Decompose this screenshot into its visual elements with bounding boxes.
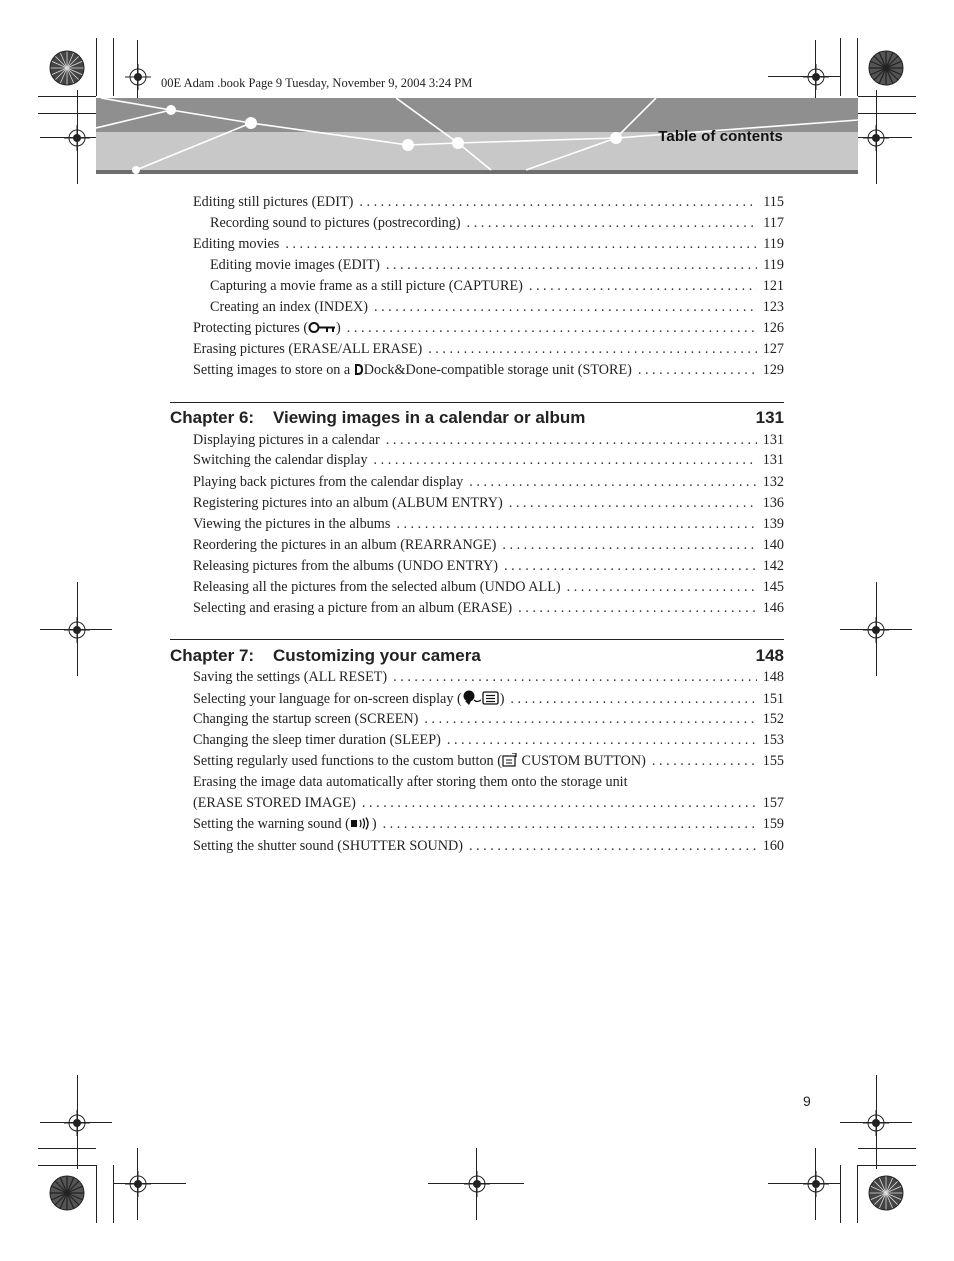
chapter-7-heading[interactable] [170, 646, 784, 666]
leader-dots [509, 495, 757, 512]
crop-mark [137, 1148, 138, 1220]
toc-entry[interactable] [193, 558, 784, 579]
color-rosette-icon [49, 1175, 85, 1211]
crop-mark [858, 1148, 916, 1149]
toc-entry-title [193, 816, 383, 833]
crop-mark [858, 113, 916, 114]
chapter-6-heading[interactable] [170, 408, 784, 428]
leader-dots [393, 669, 757, 686]
toc-entry[interactable] [210, 257, 784, 278]
toc-entry-title-post: ) [336, 320, 341, 336]
toc-entry-page: 131 [762, 432, 784, 448]
toc-entry-page: 115 [763, 194, 784, 210]
toc-entry-page: 140 [762, 537, 784, 553]
toc-entry-title: Editing still pictures (EDIT) [193, 194, 354, 210]
crop-mark [40, 1122, 112, 1123]
crop-mark [815, 1148, 816, 1220]
toc-entry-title [193, 753, 652, 770]
leader-dots [510, 691, 756, 708]
crop-mark [768, 76, 840, 77]
crop-mark [38, 1165, 96, 1166]
leader-dots [347, 320, 757, 337]
toc-entry[interactable] [193, 236, 784, 257]
toc-entry-page: 123 [762, 299, 784, 315]
toc-entry[interactable] [193, 669, 784, 690]
toc-entry-title: Editing movie images (EDIT) [210, 257, 380, 273]
chapter-page: 131 [755, 408, 784, 427]
toc-entry-title-post: Dock&Done-compatible storage unit (STORE) [363, 362, 632, 378]
toc-entry-title: Releasing all the pictures from the selected album (UNDO ALL) [193, 579, 561, 595]
toc-entry-title: Playing back pictures from the calendar display [193, 474, 464, 490]
toc-entry-page: 145 [762, 579, 784, 595]
toc-entry-page: 159 [762, 816, 784, 832]
toc-entry[interactable] [193, 753, 784, 774]
toc-entry-title: Switching the calendar display [193, 452, 368, 468]
toc-entry-title: Reordering the pictures in an album (REARRANGE) [193, 537, 497, 553]
leader-dots [652, 753, 757, 770]
toc-entry[interactable] [193, 816, 784, 837]
toc-entry-page: 139 [762, 516, 784, 532]
speaker-icon [350, 817, 372, 830]
chapter-title: Customizing your camera [273, 646, 481, 665]
toc-entry-page: 119 [763, 236, 784, 252]
crop-mark [96, 1165, 97, 1223]
leader-dots [467, 215, 758, 232]
registration-mark-icon [125, 1171, 151, 1197]
dock-icon [354, 363, 364, 376]
leader-dots [383, 816, 757, 833]
crop-mark [96, 38, 97, 96]
toc-entry[interactable] [193, 432, 784, 453]
toc-entry-title: Creating an index (INDEX) [210, 299, 368, 315]
toc-entry[interactable] [193, 838, 784, 859]
leader-dots [396, 516, 756, 533]
page-number: 9 [803, 1093, 811, 1109]
toc-entry[interactable] [210, 278, 784, 299]
toc-entry[interactable] [193, 495, 784, 516]
toc-entry-title-pre: Protecting pictures ( [193, 320, 309, 336]
toc-entry[interactable] [193, 579, 784, 600]
chapter-page: 148 [755, 646, 784, 665]
toc-entry-title: Displaying pictures in a calendar [193, 432, 380, 448]
toc-entry-title-post: ) [499, 691, 505, 707]
toc-entry-page: 117 [763, 215, 784, 231]
leader-dots [469, 474, 756, 491]
toc-entry-title: Viewing the pictures in the albums [193, 516, 391, 532]
toc-entry-title: Registering pictures into an album (ALBUM ENTRY) [193, 495, 503, 511]
chapter-title: Viewing images in a calendar or album [273, 408, 586, 427]
leader-dots [424, 711, 756, 728]
toc-entry-title-pre: Setting regularly used functions to the custom button ( [193, 753, 502, 769]
crop-mark [38, 1148, 96, 1149]
toc-entry-title [193, 320, 347, 337]
toc-entry-page: 151 [762, 691, 784, 707]
key-icon [308, 321, 336, 334]
registration-mark-icon [803, 64, 829, 90]
toc-entry[interactable] [193, 732, 784, 753]
toc-entry-title: Capturing a movie frame as a still picture (CAPTURE) [210, 278, 523, 294]
toc-entry-page: 160 [762, 838, 784, 854]
toc-entry-title-post: CUSTOM BUTTON) [517, 753, 646, 769]
toc-entry-page: 157 [762, 795, 784, 811]
toc-entry[interactable] [210, 215, 784, 236]
toc-entry-page: 146 [762, 600, 784, 616]
leader-dots [386, 257, 757, 274]
crop-mark [768, 1183, 840, 1184]
toc-entry-page: 127 [762, 341, 784, 357]
toc-entry-page: 152 [762, 711, 784, 727]
crop-mark [77, 90, 78, 184]
registration-mark-icon [803, 1171, 829, 1197]
crop-mark [876, 90, 877, 184]
toc-entry-title: Changing the sleep timer duration (SLEEP) [193, 732, 441, 748]
leader-dots [518, 600, 757, 617]
chapter-divider [170, 402, 784, 403]
leader-dots [567, 579, 757, 596]
toc-entry-title [193, 362, 638, 379]
crop-mark [840, 38, 841, 96]
toc-entry[interactable] [193, 341, 784, 362]
custom-button-icon [502, 753, 518, 767]
chapter-number: Chapter 6: [170, 408, 255, 427]
toc-entry[interactable] [193, 516, 784, 537]
page-header-title: Table of contents [658, 128, 783, 145]
toc-entry-page: 131 [762, 452, 784, 468]
leader-dots [374, 299, 757, 316]
crop-mark [858, 96, 916, 97]
toc-entry-title: Editing movies [193, 236, 280, 252]
toc-entry-page: 136 [762, 495, 784, 511]
toc-entry[interactable] [193, 320, 784, 341]
toc-entry-title-post: ) [371, 816, 377, 832]
toc-entry-page: 142 [762, 558, 784, 574]
leader-dots [469, 838, 757, 855]
crop-mark [476, 1148, 477, 1220]
toc-entry[interactable] [193, 362, 784, 383]
leader-dots [428, 341, 757, 358]
leader-dots [447, 732, 757, 749]
toc-entry-page: 153 [762, 732, 784, 748]
toc-entry[interactable] [193, 600, 784, 621]
toc-entry-title: Recording sound to pictures (postrecording) [210, 215, 461, 231]
language-icon [462, 690, 500, 705]
toc-entry[interactable] [193, 774, 784, 795]
toc-entry-page: 148 [762, 669, 784, 685]
leader-dots [638, 362, 757, 379]
toc-entry-title: Changing the startup screen (SCREEN) [193, 711, 419, 727]
leader-dots [529, 278, 757, 295]
registration-mark-icon [125, 64, 151, 90]
toc-entry-title: Setting the shutter sound (SHUTTER SOUND) [193, 838, 463, 854]
crop-mark [77, 582, 78, 676]
toc-entry-title: (ERASE STORED IMAGE) [193, 795, 356, 811]
crop-mark [857, 1165, 858, 1223]
toc-entry-page: 126 [762, 320, 784, 336]
toc-entry[interactable] [193, 690, 784, 711]
crop-mark [40, 629, 112, 630]
toc-entry-title: Erasing pictures (ERASE/ALL ERASE) [193, 341, 423, 357]
crop-mark [876, 582, 877, 676]
toc-entry-title [193, 690, 510, 708]
crop-mark [38, 96, 96, 97]
toc-entry-title-pre: Setting images to store on a [193, 362, 354, 378]
toc-entry-page: 155 [762, 753, 784, 769]
crop-mark [114, 1183, 186, 1184]
leader-dots [362, 795, 757, 812]
toc-entry-title-pre: Selecting your language for on-screen display ( [193, 691, 462, 707]
color-rosette-icon [49, 50, 85, 86]
toc-entry-page: 132 [762, 474, 784, 490]
chapter-number: Chapter 7: [170, 646, 255, 665]
toc-entry-page: 121 [762, 278, 784, 294]
toc-entry-title: Saving the settings (ALL RESET) [193, 669, 388, 685]
toc-entry[interactable] [193, 795, 784, 816]
chapter-divider [170, 639, 784, 640]
toc-entry[interactable] [193, 537, 784, 558]
crop-mark [113, 1165, 114, 1223]
color-rosette-icon [868, 1175, 904, 1211]
color-rosette-icon [868, 50, 904, 86]
print-meta-line: 00E Adam .book Page 9 Tuesday, November 9, 2004 3:24 PM [161, 76, 473, 90]
crop-mark [113, 38, 114, 96]
toc-entry-page: 129 [762, 362, 784, 378]
leader-dots [285, 236, 757, 253]
crop-mark [876, 1075, 877, 1169]
toc-entry[interactable] [193, 452, 784, 473]
registration-mark-icon [464, 1171, 490, 1197]
leader-dots [504, 558, 757, 575]
toc-entry-title: Erasing the image data automatically after storing them onto the storage unit [193, 774, 628, 790]
toc-entry[interactable] [210, 299, 784, 320]
toc-entry-title: Selecting and erasing a picture from an album (ERASE) [193, 600, 513, 616]
toc-entry[interactable] [193, 474, 784, 495]
leader-dots [374, 452, 757, 469]
toc-entry[interactable] [193, 711, 784, 732]
toc-entry-title-pre: Setting the warning sound ( [193, 816, 350, 832]
toc-entry[interactable] [193, 194, 784, 215]
crop-mark [857, 38, 858, 96]
leader-dots [502, 537, 756, 554]
toc-entry-title: Releasing pictures from the albums (UNDO ENTRY) [193, 558, 498, 574]
crop-mark [840, 1165, 841, 1223]
leader-dots [359, 194, 757, 211]
crop-mark [38, 113, 96, 114]
crop-mark [77, 1075, 78, 1169]
leader-dots [386, 432, 757, 449]
toc-entry-page: 119 [763, 257, 784, 273]
crop-mark [858, 1165, 916, 1166]
